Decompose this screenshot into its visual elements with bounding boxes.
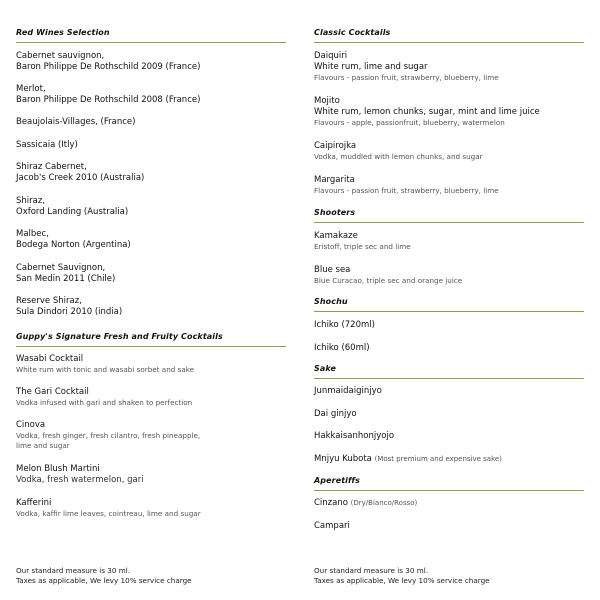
cocktail-name: Kafferini [16,498,52,508]
wine-item [16,140,286,151]
sake-item [314,386,584,397]
wine-name: Sassicaia (Itly) [16,140,78,150]
section-title: Classic Cocktails [314,28,391,37]
aperitif-name: Campari [314,521,350,531]
shochu-name: Ichiko (720ml) [314,320,375,330]
shochu-item [314,320,584,331]
footer-tax: Taxes as applicable, We levy 10% service charge [314,576,490,585]
cocktail-flavours: Flavours - passion fruit, strawberry, blueberry, lime [314,186,499,195]
cocktail-item [16,464,286,486]
wine-item [16,196,286,218]
sake-item [314,454,584,465]
shooter-item [314,231,584,252]
sake-heading [314,364,584,373]
footer-measure: Our standard measure is 30 ml. [314,566,428,575]
cocktail-description: lime and sugar [16,441,70,450]
sake-note: (Most premium and expensive sake) [374,455,502,463]
signature-cocktails-heading [16,332,286,341]
classic-item [314,175,584,196]
cocktail-ingredients: White rum, lime and sugar [314,62,428,72]
wine-name: Cabernet Sauvignon, [16,263,106,273]
classic-item [314,141,584,162]
cocktail-item [16,420,286,451]
cocktail-description: Vodka infused with gari and shaken to perfection [16,398,193,407]
wine-item [16,263,286,285]
wine-item [16,117,286,128]
sake-name: Hakkaisanhonjyojo [314,431,395,441]
red-wines-heading [16,28,286,37]
section-divider [314,42,584,43]
section-divider [314,311,584,312]
cocktail-description: White rum with tonic and wasabi sorbet and sake [16,365,195,374]
cocktail-name: Wasabi Cocktail [16,354,84,364]
section-divider [16,346,286,347]
wine-item [16,162,286,184]
shochu-name: Ichiko (60ml) [314,343,370,353]
sake-name: Mnjyu Kubota [314,454,372,464]
wine-producer: Baron Philippe De Rothschild 2008 (France) [16,95,201,105]
wine-item [16,51,286,73]
footer-note [314,566,490,586]
wine-producer: Bodega Norton (Argentina) [16,240,131,250]
shooter-description: Blue Curacao, triple sec and orange juice [314,276,463,285]
wine-producer: San Medin 2011 (Chile) [16,274,116,284]
wine-name: Shiraz, [16,196,46,206]
footer-note [16,566,192,586]
wine-producer: Jacob's Creek 2010 (Australia) [16,173,145,183]
cocktail-ingredients: White rum, lemon chunks, sugar, mint and lime juice [314,107,540,117]
section-title: Guppy's Signature Fresh and Fruity Cocktails [16,332,223,341]
wine-name: Malbec, [16,229,49,239]
shooter-description: Eristoff, triple sec and lime [314,242,411,251]
aperitif-item [314,521,584,532]
cocktail-description: Vodka, fresh watermelon, gari [16,475,144,485]
cocktail-name: Mojito [314,96,340,106]
wine-producer: Sula Dindori 2010 (india) [16,307,123,317]
cocktail-item [16,387,286,408]
cocktail-flavours: Flavours - passion fruit, strawberry, blueberry, lime [314,73,499,82]
footer-measure: Our standard measure is 30 ml. [16,566,130,575]
aperitif-item [314,498,584,509]
cocktail-name: The Gari Cocktail [16,387,89,397]
cocktail-name: Caipirojka [314,141,357,151]
shooter-name: Blue sea [314,265,351,275]
sake-name: Junmaidaiginjyo [314,386,382,396]
wine-item [16,296,286,318]
shooter-item [314,265,584,286]
section-divider [314,490,584,491]
wine-producer: Baron Philippe De Rothschild 2009 (France) [16,62,201,72]
cocktail-flavours: Flavours - apple, passionfruit, blueberry, watermelon [314,118,505,127]
section-title: Red Wines Selection [16,28,110,37]
sake-name: Dai ginjyo [314,409,357,419]
cocktail-name: Melon Blush Martini [16,464,100,474]
sake-item [314,431,584,442]
wine-name: Reserve Shiraz, [16,296,82,306]
aperitif-name: Cinzano [314,498,348,508]
section-title: Sake [314,364,337,373]
cocktail-description: Vodka, kaffir lime leaves, cointreau, lime and sugar [16,509,201,518]
aperitif-row [314,498,584,509]
shochu-item [314,343,584,354]
cocktail-item [16,498,286,519]
classic-item [314,51,584,83]
wine-name: Shiraz Cabernet, [16,162,87,172]
wine-name: Cabernet sauvignon, [16,51,105,61]
section-divider [16,42,286,43]
section-title: Shochu [314,297,348,306]
sake-item [314,409,584,420]
wine-item [16,229,286,251]
footer-tax: Taxes as applicable, We levy 10% service charge [16,576,192,585]
wine-item [16,84,286,106]
cocktail-description: Vodka, muddled with lemon chunks, and sugar [314,152,483,161]
shooter-name: Kamakaze [314,231,358,241]
section-divider [314,222,584,223]
shochu-heading [314,297,584,306]
cocktail-description: Vodka, fresh ginger, fresh cilantro, fresh pineapple, [16,431,201,440]
cocktail-name: Margarita [314,175,355,185]
wine-name: Merlot, [16,84,46,94]
aperitif-note: (Dry/Bianco/Rosso) [350,499,418,507]
cocktail-item [16,354,286,375]
section-title: Shooters [314,208,356,217]
classic-item [314,96,584,128]
wine-name: Beaujolais-Villages, (France) [16,117,136,127]
cocktail-name: Daiquiri [314,51,348,61]
cocktail-name: Cinova [16,420,46,430]
wine-producer: Oxford Landing (Australia) [16,207,129,217]
shooters-heading [314,208,584,217]
aperitifs-heading [314,476,584,485]
sake-name-row [314,454,584,465]
section-divider [314,378,584,379]
classic-cocktails-heading [314,28,584,37]
section-title: Aperetiffs [314,476,361,485]
